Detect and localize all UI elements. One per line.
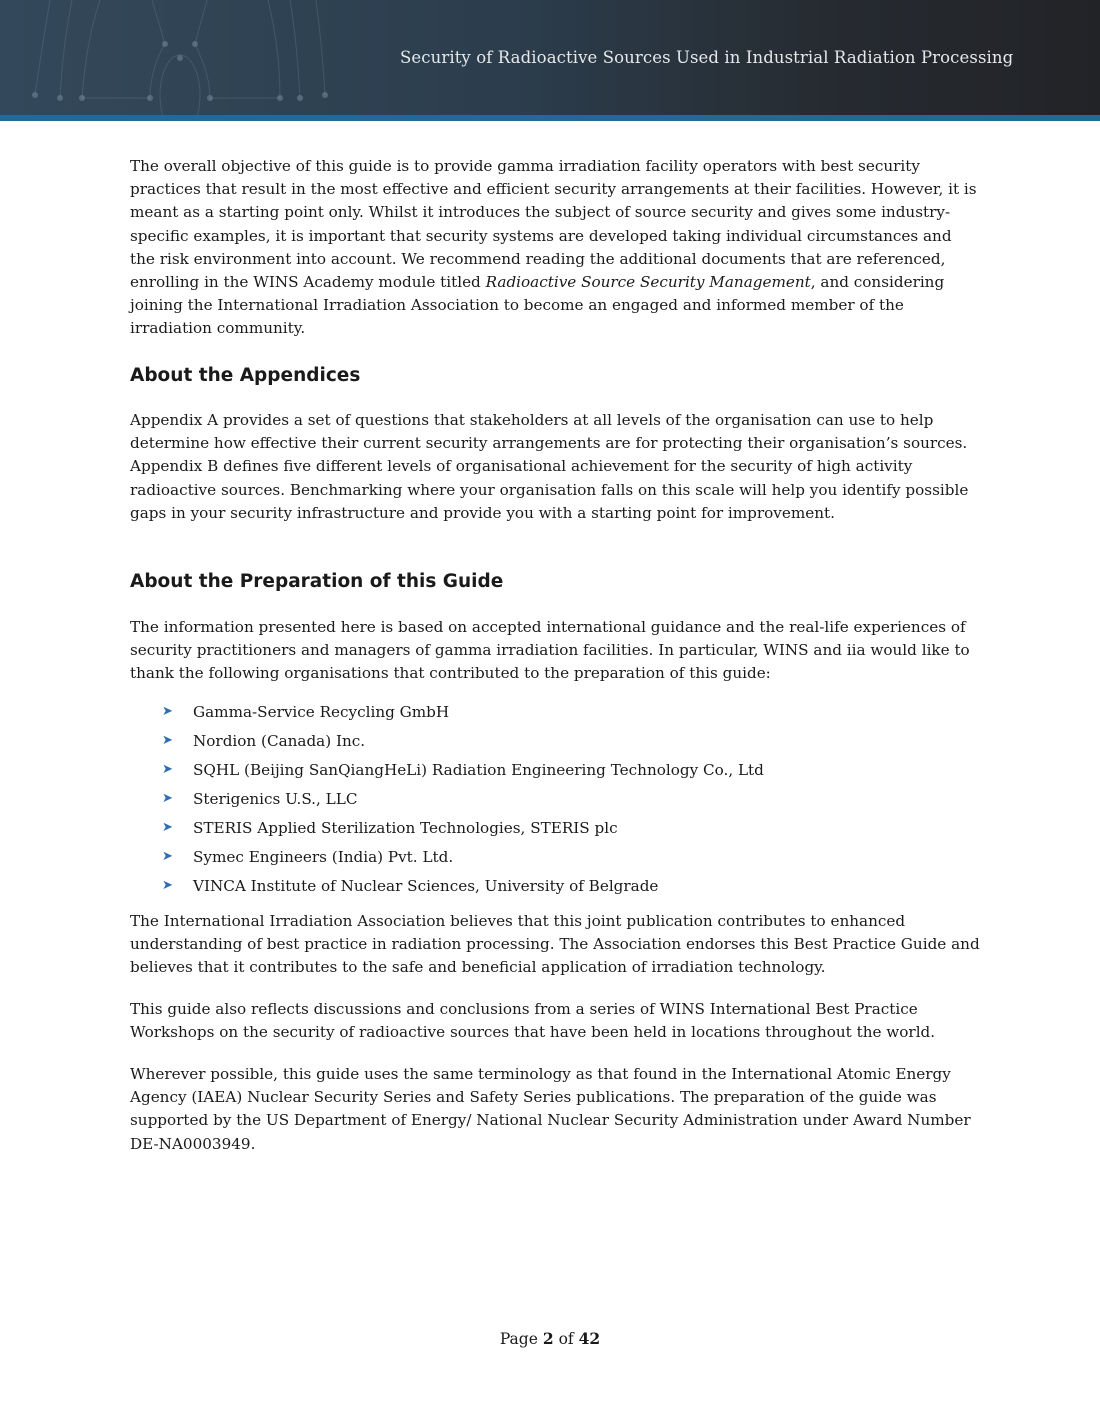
organisation-name: SQHL (Beijing SanQiangHeLi) Radiation Engineering Technology Co., Ltd	[193, 760, 764, 779]
organisation-name: VINCA Institute of Nuclear Sciences, University of Belgrade	[193, 876, 659, 895]
preparation-paragraph: The information presented here is based on accepted international guidance and the real-life experiences of security practitioners and managers of gamma irradiation facilities. In particular, WINS and iia would like to thank the following organisations that contributed to the preparation of this guide:	[130, 618, 970, 683]
organisation-name: Symec Engineers (India) Pvt. Ltd.	[193, 847, 454, 866]
arrowhead-right-icon: ➤	[162, 820, 173, 835]
arrowhead-right-icon: ➤	[162, 849, 173, 864]
module-title: Radioactive Source Security Management	[485, 273, 811, 292]
arrowhead-right-icon: ➤	[162, 733, 173, 748]
header-accent-stripe	[0, 115, 1100, 121]
arrowhead-right-icon: ➤	[162, 878, 173, 893]
arrowhead-right-icon: ➤	[162, 762, 173, 777]
page-label: Page	[499, 1330, 538, 1348]
terminology-paragraph: Wherever possible, this guide uses the same terminology as that found in the International Atomic Energy Agency (IAEA) Nuclear Security Series and Safety Series publications. The preparation of the guide was supported by the US Department of Energy/ National Nuclear Security Administration under Award Number DE-NA0003949.	[130, 1065, 971, 1153]
intro-paragraph	[130, 155, 980, 341]
page-footer	[0, 1329, 1100, 1348]
list-item	[130, 697, 980, 726]
organisation-name: Gamma-Service Recycling GmbH	[193, 702, 450, 721]
list-item	[130, 784, 980, 813]
organisation-name: Nordion (Canada) Inc.	[193, 731, 366, 750]
contributors-list	[130, 697, 980, 900]
preparation-heading: About the Preparation of this Guide	[130, 571, 504, 592]
arrowhead-right-icon: ➤	[162, 791, 173, 806]
current-page-number: 2	[542, 1329, 554, 1348]
list-item	[130, 871, 980, 900]
list-item	[130, 755, 980, 784]
endorsement-paragraph: The International Irradiation Association believes that this joint publication contributes to enhanced understanding of best practice in radiation processing. The Association endorses this Best Practice Guide and believes that it contributes to the safe and beneficial application of irradiation technology.	[130, 912, 980, 977]
list-item	[130, 726, 980, 755]
list-item	[130, 813, 980, 842]
document-title: Security of Radioactive Sources Used in Industrial Radiation Processing	[400, 48, 1014, 67]
list-item	[130, 842, 980, 871]
intro-text-start: The overall objective of this guide is to provide gamma irradiation facility operators with best security practices that result in the most effective and efficient security arrangements at their facilities. However, it is meant as a starting point only. Whilst it introduces the subject of source security and gives some industry-specific examples, it is important that security systems are developed taking individual circumstances and the risk environment into account. We recommend reading the additional documents that are referenced, enrolling in the WINS Academy module titled	[130, 157, 977, 292]
intro-text-end: , and considering joining the International Irradiation Association to become an engaged and informed member of the irradiation community.	[130, 273, 945, 338]
arrowhead-right-icon: ➤	[162, 704, 173, 719]
workshops-paragraph: This guide also reflects discussions and conclusions from a series of WINS International Best Practice Workshops on the security of radioactive sources that have been held in locations throughout the world.	[130, 1000, 936, 1042]
appendices-paragraph: Appendix A provides a set of questions that stakeholders at all levels of the organisation can use to help determine how effective their current security arrangements are for protecting their organisation’s sources. Appendix B defines five different levels of organisational achievement for the security of high activity radioactive sources. Benchmarking where your organisation falls on this scale will help you identify possible gaps in your security infrastructure and provide you with a starting point for improvement.	[130, 411, 969, 522]
appendices-heading: About the Appendices	[130, 365, 361, 386]
organisation-name: Sterigenics U.S., LLC	[193, 789, 358, 808]
of-label: of	[558, 1330, 574, 1348]
header-banner	[0, 0, 1100, 115]
total-pages: 42	[578, 1329, 601, 1348]
organisation-name: STERIS Applied Sterilization Technologies, STERIS plc	[193, 818, 618, 837]
